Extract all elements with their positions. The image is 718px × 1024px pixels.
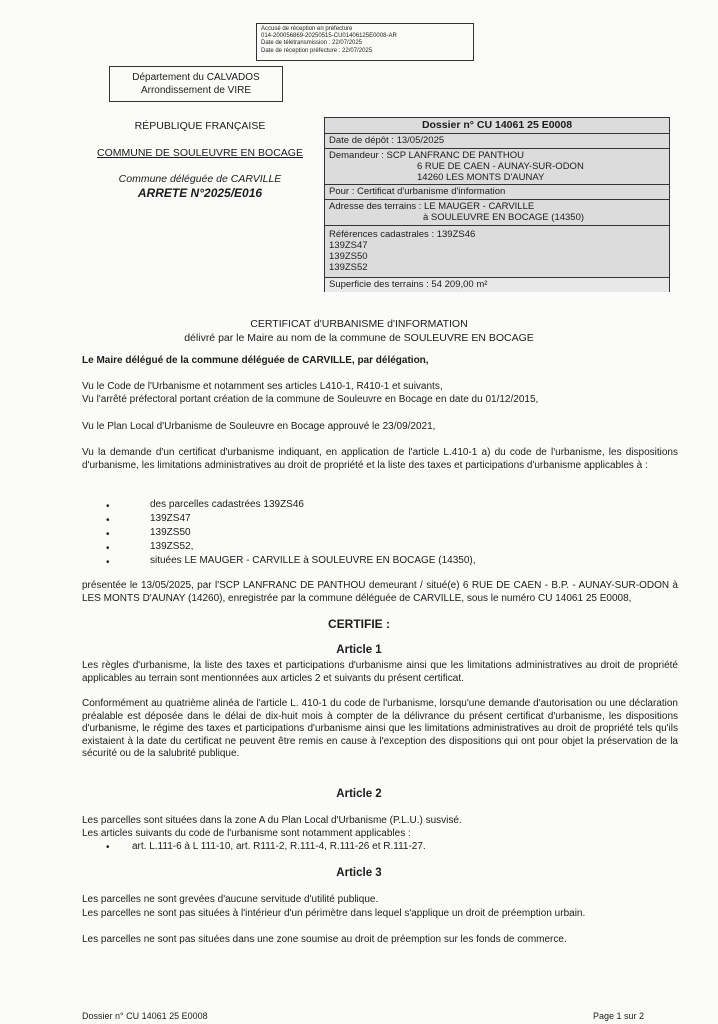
dossier-box [324,117,670,292]
reference-item: 139ZS47 [329,240,368,251]
demandeur-street: 6 RUE DE CAEN - AUNAY-SUR-ODON [417,161,584,172]
demandeur-city: 14260 LES MONTS D'AUNAY [417,172,545,183]
arrondissement-name: Arrondissement de VIRE [140,85,252,96]
depot-row [325,134,669,149]
article-3-title: Article 3 [336,867,382,879]
parcel-item: 139ZS47 [150,513,191,524]
certificate-title: CERTIFICAT d'URBANISME d'INFORMATION [250,318,468,330]
article-2-paragraph-1: Les parcelles sont situées dans la zone A du Plan Local d'Urbanisme (P.L.U.) susvisé. [82,815,462,826]
article-1-title: Article 1 [336,644,382,656]
receipt-line: Date de télétransmission : 22/07/2025 [261,40,363,47]
reference-item: 139ZS52 [329,262,368,273]
pour-text: Pour : Certificat d'urbanisme d'information [329,186,506,197]
article-2-title: Article 2 [336,788,382,800]
reference-item: Références cadastrales : 139ZS46 [329,229,476,240]
parcel-item: des parcelles cadastrées 139ZS46 [150,499,304,510]
vu-code-urbanisme: Vu le Code de l'Urbanisme et notamment ses articles L410-1, R410-1 et suivants, [82,381,443,392]
references-row [325,226,669,278]
certifie-heading: CERTIFIE : [328,617,390,631]
article-3-paragraph-2: Les parcelles ne sont pas situées à l'intérieur d'un périmètre dans lequel s'applique un droit de préemption urbain. [82,908,586,919]
vu-plu: Vu le Plan Local d'Urbanisme de Souleuvre en Bocage approuvé le 23/09/2021, [82,421,436,432]
vu-demande: Vu la demande d'un certificat d'urbanisme indiquant, en application de l'article L.410-1 a) du code de l'urbanisme, les dispositions d'urbanisme, les limitations administratives au droit de propriété et la liste des taxes et participations d'urbanisme applicables à : [82,447,678,471]
dossier-title: Dossier n° CU 14061 25 E0008 [325,118,669,134]
footer-page-number: Page 1 sur 2 [593,1011,645,1021]
department-name: Département du CALVADOS [132,72,260,83]
superficie-row [325,278,669,292]
bullet-dot: • [106,501,110,512]
article-1-paragraph-1: Les règles d'urbanisme, la liste des taxes et participations d'urbanisme ainsi que les limitations administratives au droit de propriété applicables au terrain sont mentionnées aux articles 2 et suivants du présent certificat. [82,660,678,684]
presentee-text: présentée le 13/05/2025, par l'SCP LANFRANC DE PANTHOU demeurant / situé(e) 6 RUE DE CAEN - B.P. - AUNAY-SUR-ODON à LES MONTS D'AUNAY (14260), enregistrée par la commune déléguée de CARVILLE, sous le numéro CU 14061 25 E0008, [82,580,678,604]
adresse-row [325,200,669,226]
bullet-dot: • [106,842,110,853]
department-box [109,66,283,102]
demandeur-name: Demandeur : SCP LANFRANC DE PANTHOU [329,150,524,161]
footer-dossier-number: Dossier n° CU 14061 25 E0008 [82,1011,208,1021]
receipt-stamp [256,23,474,61]
pour-row [325,185,669,200]
maire-statement: Le Maire délégué de la commune déléguée de CARVILLE, par délégation, [82,355,429,366]
superficie-text: Superficie des terrains : 54 209,00 m² [329,279,488,290]
receipt-line: 014-200056869-20250515-CU01406125E0008-AR [261,33,397,40]
commune-heading: COMMUNE DE SOULEUVRE EN BOCAGE [97,147,303,159]
arrete-number: ARRETE N°2025/E016 [137,186,263,200]
reference-item: 139ZS50 [329,251,368,262]
article-2-bullet: art. L.111-6 à L 111-10, art. R111-2, R.111-4, R.111-26 et R.111-27. [132,841,426,852]
certificate-subtitle: délivré par le Maire au nom de la commune de SOULEUVRE EN BOCAGE [184,332,534,344]
receipt-line: Accusé de réception en préfecture [261,26,353,32]
article-2-paragraph-2: Les articles suivants du code de l'urbanisme sont notamment applicables : [82,828,411,839]
adresse-line-1: Adresse des terrains : LE MAUGER - CARVILLE [329,201,535,212]
demandeur-row [325,149,669,185]
parcel-item: 139ZS50 [150,527,191,538]
article-1-paragraph-2: Conformément au quatrième alinéa de l'article L. 410-1 du code de l'urbanisme, lorsqu'une demande d'autorisation ou une déclaration préalable est déposée dans le délai de dix-huit mois à compter de la délivrance du présent certificat d'urbanisme, les dispositions d'urbanisme, le régime des taxes et participations d'urbanisme ainsi que les limitations administratives au droit de propriété tels qu'ils existaient à la date du certificat ne peuvent être remis en cause à l'exception des dispositions qui ont pour objet la préservation de la sécurité ou de la salubrité publique. [82,698,678,759]
commune-deleguee: Commune déléguée de CARVILLE [118,173,282,185]
adresse-line-2: à SOULEUVRE EN BOCAGE (14350) [423,212,585,223]
receipt-line: Date de réception préfecture : 22/07/2025 [261,47,373,54]
vu-arrete-prefectoral: Vu l'arrêté préfectoral portant création de la commune de Souleuvre en Bocage en date du 01/12/2015, [82,394,539,405]
bullet-dot: • [106,529,110,540]
parcel-item: 139ZS52, [150,541,194,552]
bullet-dot: • [106,557,110,568]
article-3-paragraph-3: Les parcelles ne sont pas situées dans une zone soumise au droit de préemption sur les fonds de commerce. [82,934,567,945]
parcel-location: situées LE MAUGER - CARVILLE à SOULEUVRE EN BOCAGE (14350), [150,555,476,566]
depot-date: Date de dépôt : 13/05/2025 [329,135,445,146]
bullet-dot: • [106,515,110,526]
article-3-paragraph-1: Les parcelles ne sont grevées d'aucune servitude d'utilité publique. [82,894,379,905]
republique-heading: RÉPUBLIQUE FRANÇAISE [134,120,266,132]
bullet-dot: • [106,543,110,554]
